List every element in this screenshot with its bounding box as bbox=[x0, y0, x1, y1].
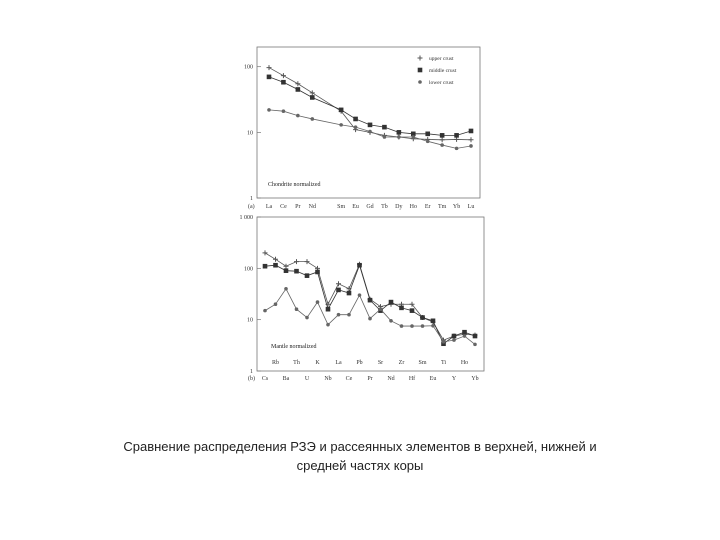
x-tick-label: Ho bbox=[409, 204, 417, 210]
chart-annotation-b: Mantle normalized bbox=[271, 344, 317, 350]
data-point bbox=[354, 125, 358, 129]
data-point bbox=[305, 273, 310, 278]
data-point bbox=[267, 108, 271, 112]
x-tick-label-bottom: Cs bbox=[261, 376, 269, 382]
data-point bbox=[284, 264, 289, 269]
x-tick-label: Dy bbox=[395, 204, 403, 210]
x-tick-label-inner: K bbox=[315, 360, 320, 366]
panel-label-a: (a) bbox=[248, 204, 255, 210]
data-point bbox=[315, 270, 320, 275]
x-tick-label-inner: Sr bbox=[377, 360, 384, 366]
data-point bbox=[379, 307, 383, 311]
data-point bbox=[282, 109, 286, 113]
data-point bbox=[326, 307, 331, 312]
data-point bbox=[389, 300, 394, 305]
legend-label: middle crust bbox=[429, 68, 457, 74]
data-point bbox=[431, 319, 436, 324]
data-point bbox=[347, 291, 352, 296]
x-tick-label-bottom: Ce bbox=[345, 376, 353, 382]
y-tick-label: 10 bbox=[247, 317, 253, 324]
legend-marker bbox=[418, 80, 422, 84]
data-point bbox=[295, 307, 299, 311]
series-line bbox=[265, 253, 475, 340]
data-point bbox=[462, 330, 467, 335]
data-point bbox=[336, 288, 341, 293]
data-point bbox=[284, 287, 288, 291]
x-tick-label: Sm bbox=[337, 204, 346, 210]
x-tick-label-bottom: Y bbox=[451, 376, 457, 382]
data-point bbox=[399, 306, 404, 311]
data-point bbox=[347, 313, 351, 317]
data-point bbox=[454, 137, 459, 142]
data-point bbox=[316, 300, 320, 304]
caption-line-1: Сравнение распределения РЗЭ и рассеянных элементов в верхней, нижней и bbox=[123, 439, 597, 454]
data-point bbox=[368, 123, 373, 128]
x-tick-label-inner: Zr bbox=[398, 360, 405, 366]
data-point bbox=[454, 133, 459, 138]
x-tick-label-bottom: Nb bbox=[324, 376, 332, 382]
data-point bbox=[263, 309, 267, 313]
data-point bbox=[273, 263, 278, 268]
data-point bbox=[473, 343, 477, 347]
x-tick-label-bottom: Hf bbox=[408, 376, 416, 382]
figure-caption bbox=[60, 437, 660, 475]
x-tick-label: Gd bbox=[366, 204, 374, 210]
x-tick-label-inner: Sm bbox=[418, 360, 427, 366]
data-point bbox=[296, 114, 300, 118]
data-point bbox=[463, 334, 467, 338]
data-point bbox=[469, 144, 473, 148]
data-point bbox=[440, 143, 444, 147]
data-point bbox=[357, 263, 362, 268]
data-point bbox=[339, 123, 343, 127]
data-point bbox=[442, 340, 446, 344]
data-point bbox=[452, 334, 457, 339]
panel-label-b: (b) bbox=[248, 376, 255, 382]
x-tick-label-inner: Rb bbox=[271, 360, 280, 366]
series-line bbox=[265, 265, 475, 343]
data-point bbox=[337, 313, 341, 317]
legend-label: upper crust bbox=[429, 56, 454, 62]
legend-marker bbox=[418, 68, 423, 73]
y-tick-label: 1 000 bbox=[239, 215, 253, 221]
x-tick-label-inner: Ho bbox=[460, 360, 469, 366]
x-tick-label-bottom: Nd bbox=[387, 376, 395, 382]
data-point bbox=[310, 95, 315, 100]
legend-marker bbox=[418, 56, 423, 61]
x-tick-label: Ce bbox=[280, 204, 287, 210]
data-point bbox=[358, 293, 362, 297]
data-point bbox=[421, 324, 425, 328]
data-point bbox=[353, 117, 358, 122]
data-point bbox=[305, 259, 310, 264]
y-tick-label: 1 bbox=[250, 196, 253, 202]
x-tick-label-bottom: Pr bbox=[367, 376, 373, 382]
x-tick-label-bottom: U bbox=[304, 376, 310, 382]
x-tick-label-bottom: Eu bbox=[429, 376, 437, 382]
data-point bbox=[281, 73, 286, 78]
x-tick-label: Tb bbox=[381, 204, 388, 210]
x-tick-label: Nd bbox=[308, 204, 316, 210]
data-point bbox=[310, 117, 314, 121]
data-point bbox=[431, 324, 435, 328]
x-tick-label-inner: Pb bbox=[356, 360, 363, 366]
data-point bbox=[389, 319, 393, 323]
data-point bbox=[420, 315, 425, 320]
data-point bbox=[273, 257, 278, 262]
y-tick-label: 1 bbox=[250, 369, 253, 375]
data-point bbox=[305, 316, 309, 320]
x-tick-label-inner: Th bbox=[293, 360, 300, 366]
data-point bbox=[440, 133, 445, 138]
data-point bbox=[294, 259, 299, 264]
data-point bbox=[368, 130, 372, 134]
data-point bbox=[368, 298, 373, 303]
x-tick-label-bottom: Ba bbox=[282, 376, 290, 382]
x-tick-label: La bbox=[265, 204, 273, 210]
y-tick-label: 100 bbox=[244, 64, 253, 71]
y-tick-label: 100 bbox=[244, 266, 253, 273]
chart-panel-a bbox=[244, 47, 480, 210]
data-point bbox=[336, 281, 341, 286]
data-point bbox=[382, 125, 387, 130]
data-point bbox=[410, 308, 415, 313]
data-point bbox=[411, 135, 415, 139]
y-tick-label: 10 bbox=[247, 130, 253, 137]
data-point bbox=[473, 334, 478, 339]
data-point bbox=[310, 90, 315, 95]
data-point bbox=[397, 130, 402, 135]
x-tick-label-bottom: Yb bbox=[471, 376, 479, 382]
data-point bbox=[263, 250, 268, 255]
data-point bbox=[440, 137, 445, 142]
x-tick-label: Er bbox=[424, 204, 431, 210]
data-point bbox=[426, 140, 430, 144]
x-tick-label: Yb bbox=[452, 204, 461, 210]
data-point bbox=[294, 269, 299, 274]
data-point bbox=[267, 65, 272, 70]
legend-label: lower crust bbox=[429, 80, 454, 86]
data-point bbox=[383, 135, 387, 139]
chart-panel-b bbox=[240, 215, 485, 382]
data-point bbox=[295, 81, 300, 86]
data-point bbox=[425, 132, 430, 137]
series-line bbox=[269, 68, 471, 140]
chart-annotation-a: Chondrite normalized bbox=[268, 182, 321, 188]
data-point bbox=[326, 323, 330, 327]
data-point bbox=[339, 108, 344, 113]
caption-line-2: средней частях коры bbox=[296, 458, 424, 473]
data-point bbox=[296, 87, 301, 92]
data-point bbox=[368, 317, 372, 321]
data-point bbox=[267, 75, 272, 80]
data-point bbox=[281, 80, 286, 85]
data-point bbox=[469, 137, 474, 142]
x-tick-label: Lu bbox=[467, 204, 475, 210]
x-tick-label: Tm bbox=[437, 204, 447, 210]
x-tick-label-inner: La bbox=[335, 360, 342, 366]
data-point bbox=[452, 338, 456, 342]
data-point bbox=[263, 264, 268, 269]
data-point bbox=[284, 268, 289, 273]
data-point bbox=[469, 129, 474, 134]
data-point bbox=[455, 147, 459, 151]
x-tick-label-inner: Ti bbox=[440, 360, 447, 366]
data-point bbox=[410, 324, 414, 328]
data-point bbox=[397, 135, 401, 139]
x-tick-label: Pr bbox=[295, 204, 301, 210]
x-tick-label: Eu bbox=[352, 204, 359, 210]
data-point bbox=[400, 324, 404, 328]
data-point bbox=[274, 302, 278, 306]
